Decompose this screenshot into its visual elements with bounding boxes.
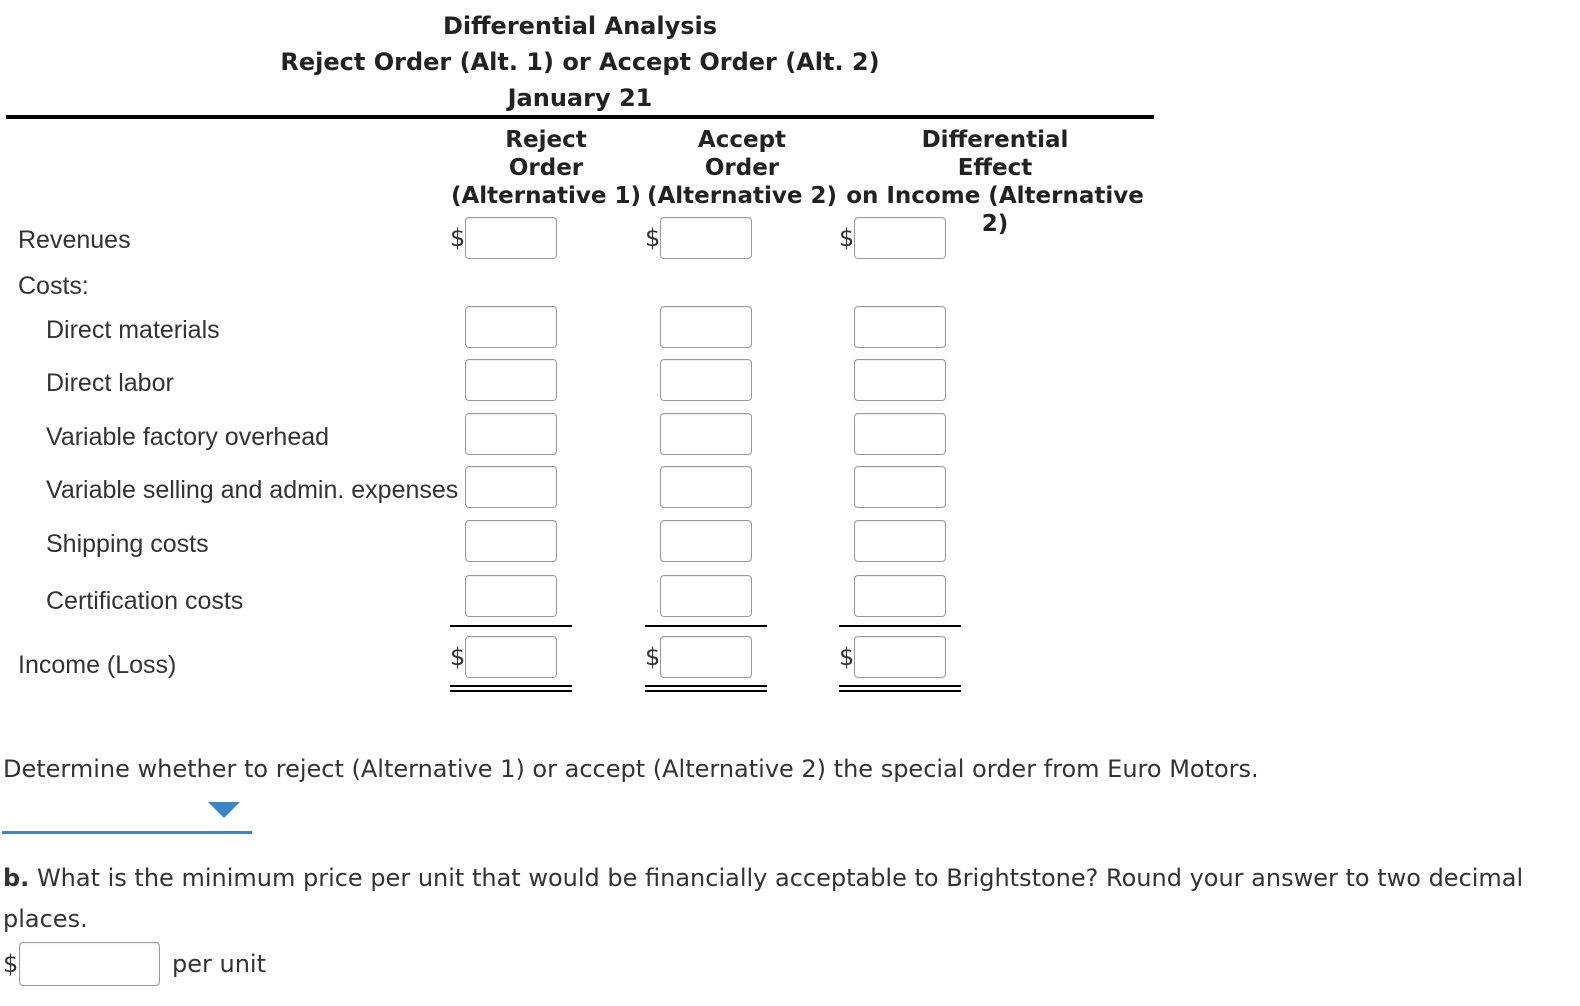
total-double-rule (839, 690, 961, 692)
total-double-rule (450, 685, 572, 687)
direct-labor-alt1-input[interactable] (465, 359, 557, 401)
revenues-alt2-input[interactable] (660, 217, 752, 259)
decision-dropdown[interactable] (2, 796, 252, 834)
factory-overhead-diff-input[interactable] (854, 413, 946, 455)
subtotal-rule (839, 625, 961, 627)
dropdown-underline (2, 831, 252, 834)
direct-materials-diff-input[interactable] (854, 306, 946, 348)
direct-materials-alt1-input[interactable] (465, 306, 557, 348)
header-rule (6, 115, 1154, 119)
page-date: January 21 (507, 84, 653, 112)
certification-alt1-input[interactable] (465, 575, 557, 617)
direct-labor-alt2-input[interactable] (660, 359, 752, 401)
question-b-label: b. (3, 864, 30, 892)
total-double-rule (645, 685, 767, 687)
row-label-direct-labor: Direct labor (46, 369, 174, 397)
row-label-variable-factory-overhead: Variable factory overhead (46, 423, 330, 451)
question-b-line1 (3, 864, 1563, 892)
certification-diff-input[interactable] (854, 575, 946, 617)
subtotal-rule (450, 625, 572, 627)
row-label-revenues: Revenues (18, 226, 131, 254)
revenues-alt1-input[interactable] (465, 217, 557, 259)
min-price-input[interactable] (19, 942, 160, 986)
currency-symbol: $ (839, 643, 855, 671)
direct-materials-alt2-input[interactable] (660, 306, 752, 348)
selling-admin-alt1-input[interactable] (465, 466, 557, 508)
income-alt2-input[interactable] (660, 636, 752, 678)
row-label-variable-selling: Variable selling and admin. expenses (46, 476, 459, 504)
shipping-alt1-input[interactable] (465, 520, 557, 562)
total-double-rule (645, 690, 767, 692)
certification-alt2-input[interactable] (660, 575, 752, 617)
selling-admin-diff-input[interactable] (854, 466, 946, 508)
currency-symbol: $ (450, 643, 466, 671)
income-alt1-input[interactable] (465, 636, 557, 678)
question-b-text: What is the minimum price per unit that would be financially acceptable to Brightstone? Round your answer to two decimal (36, 864, 1524, 892)
total-double-rule (450, 690, 572, 692)
selling-admin-alt2-input[interactable] (660, 466, 752, 508)
subtotal-rule (645, 625, 767, 627)
column-header-accept: Accept Order (Alternative 2) (646, 127, 838, 209)
per-unit-label: per unit (172, 950, 266, 978)
question-a-text: Determine whether to reject (Alternative 1) or accept (Alternative 2) the special order from Euro Motors. (3, 755, 1259, 783)
currency-symbol: $ (839, 224, 855, 252)
chevron-down-icon (208, 802, 240, 820)
column-header-reject: Reject Order (Alternative 1) (450, 127, 642, 209)
question-b-line2: places. (3, 905, 88, 933)
direct-labor-diff-input[interactable] (854, 359, 946, 401)
currency-symbol: $ (645, 643, 661, 671)
row-label-shipping: Shipping costs (46, 530, 209, 558)
row-label-direct-materials: Direct materials (46, 316, 220, 344)
factory-overhead-alt2-input[interactable] (660, 413, 752, 455)
row-label-income: Income (Loss) (18, 651, 177, 679)
currency-symbol: $ (3, 950, 19, 978)
row-label-certification: Certification costs (46, 587, 244, 615)
row-label-costs: Costs: (18, 272, 89, 300)
shipping-diff-input[interactable] (854, 520, 946, 562)
page-subtitle: Reject Order (Alt. 1) or Accept Order (Alt. 2) (280, 48, 880, 76)
factory-overhead-alt1-input[interactable] (465, 413, 557, 455)
column-header-differential: Differential Effect on Income (Alternative 2) (846, 127, 1144, 237)
page-title: Differential Analysis (442, 12, 718, 40)
currency-symbol: $ (645, 224, 661, 252)
income-diff-input[interactable] (854, 636, 946, 678)
currency-symbol: $ (450, 224, 466, 252)
shipping-alt2-input[interactable] (660, 520, 752, 562)
revenues-diff-input[interactable] (854, 217, 946, 259)
total-double-rule (839, 685, 961, 687)
